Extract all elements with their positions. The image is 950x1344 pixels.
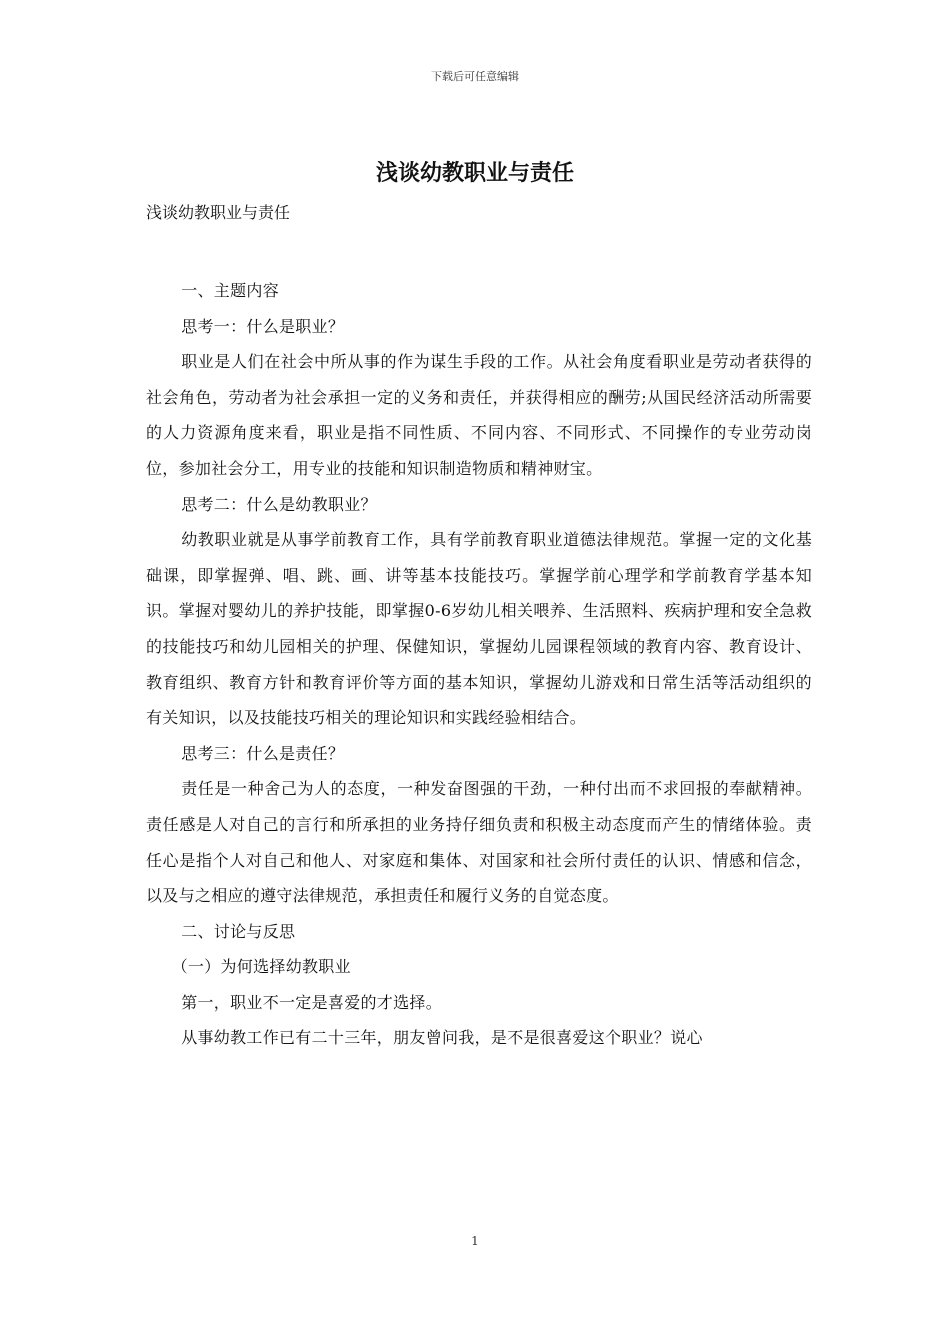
section-heading: 一、主题内容 bbox=[181, 281, 279, 300]
question-heading: 思考一：什么是职业？ bbox=[181, 316, 345, 336]
paragraph: 从事幼教工作已有二十三年，朋友曾问我，是不是很喜爱这个职业？说心 bbox=[181, 1028, 703, 1048]
paragraph: 职业是人们在社会中所从事的作为谋生手段的工作。从社会角度看职业是劳动者获得的社会角色，劳动者为社会承担一定的义务和责任，并获得相应的酬劳;从国民经济活动所需要的人力资源角度来看，职业是指不同性质、不同内容、不同形式、不同操作的专业劳动岗位，参加社会分工，用专业的技能和知识制造物质和精神财宝。 bbox=[146, 352, 812, 478]
page-number: 1 bbox=[471, 1234, 479, 1248]
section-heading: 二、讨论与反思 bbox=[181, 921, 296, 941]
document-title: 浅谈幼教职业与责任 bbox=[375, 160, 574, 186]
subsection-heading: （一）为何选择幼教职业 bbox=[171, 957, 351, 977]
document-subtitle: 浅谈幼教职业与责任 bbox=[146, 203, 291, 222]
page-header: 下载后可任意编辑 bbox=[431, 70, 519, 83]
paragraph: 幼教职业就是从事学前教育工作，具有学前教育职业道德法律规范。掌握一定的文化基础课，即掌握弹、唱、跳、画、讲等基本技能技巧。掌握学前心理学和学前教育学基本知识。掌握对婴幼儿的养护技能，即掌握0-6岁幼儿相关喂养、生活照料、疾病护理和安全急救的技能技巧和幼儿园相关的护理、保健知识，掌握幼儿园课程领域的教育内容、教育设计、教育组织、教育方针和教育评价等方面的基本知识，掌握幼儿游戏和日常生活等活动组织的有关知识，以及技能技巧相关的理论知识和实践经验相结合。 bbox=[146, 530, 812, 728]
paragraph: 责任是一种舍己为人的态度，一种发奋图强的干劲，一种付出而不求回报的奉献精神。责任感是人对自己的言行和所承担的业务持仔细负责和积极主动态度而产生的情绪体验。责任心是指个人对自己和他人、对家庭和集体、对国家和社会所付责任的认识、情感和信念，以及与之相应的遵守法律规范，承担责任和履行义务的自觉态度。 bbox=[146, 779, 812, 906]
question-heading: 思考二：什么是幼教职业？ bbox=[181, 494, 377, 514]
paragraph: 第一，职业不一定是喜爱的才选择。 bbox=[181, 992, 442, 1012]
document-body bbox=[146, 273, 812, 1056]
question-heading: 思考三：什么是责任？ bbox=[181, 743, 345, 763]
